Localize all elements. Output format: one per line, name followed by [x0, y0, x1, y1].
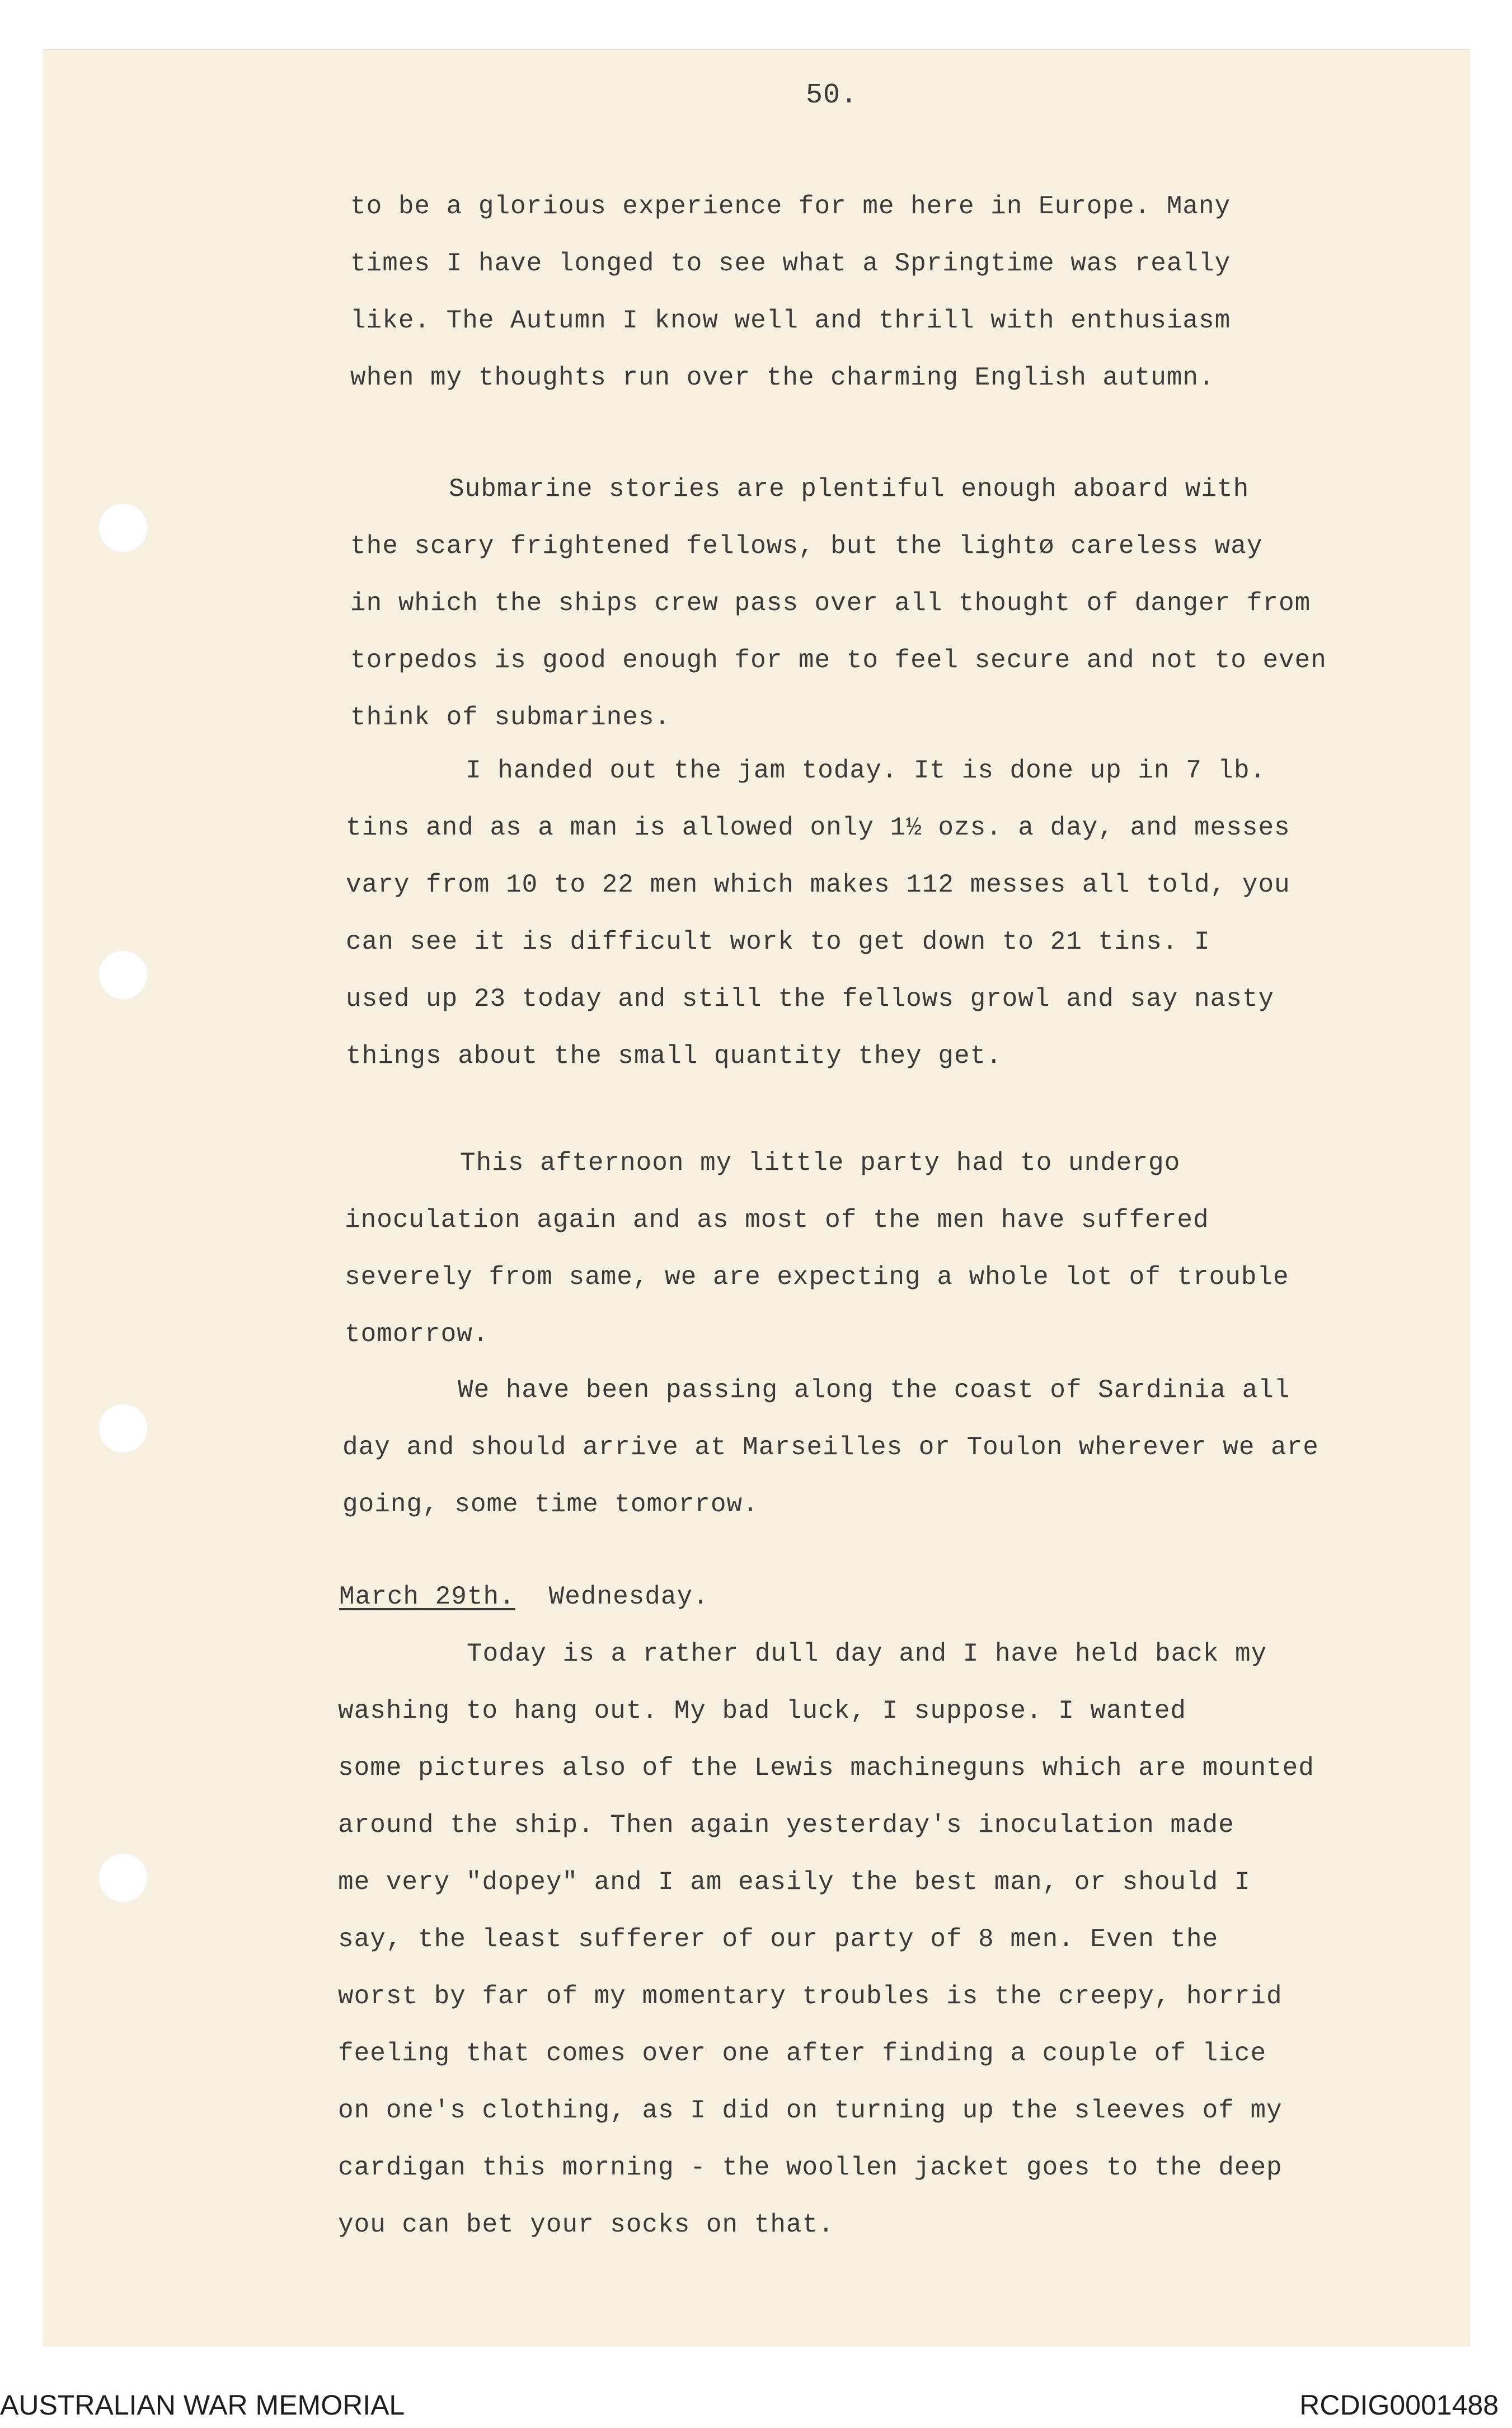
text-line: in which the ships crew pass over all thought of danger from [350, 589, 1311, 618]
text-line: think of submarines. [350, 703, 671, 732]
text-line: on one's clothing, as I did on turning up the sleeves of my [338, 2096, 1283, 2125]
diary-date-heading [339, 1568, 709, 1625]
paragraph-sardinia [342, 1362, 1319, 1533]
text-line: vary from 10 to 22 men which makes 112 messes all told, you [346, 870, 1290, 899]
text-line: washing to hang out. My bad luck, I suppose. I wanted [338, 1696, 1187, 1726]
text-line: you can bet your socks on that. [338, 2210, 834, 2239]
punch-hole [98, 503, 148, 552]
footer-record-id: RCDIG0001488 [1299, 2389, 1499, 2421]
text-line: me very "dopey" and I am easily the best man, or should I [338, 1868, 1251, 1897]
text-line: severely from same, we are expecting a whole lot of trouble [345, 1263, 1289, 1292]
text-line: say, the least sufferer of our party of 8 men. Even the [338, 1925, 1219, 1954]
text-line: times I have longed to see what a Springtime was really [350, 249, 1231, 278]
punch-hole [98, 1853, 148, 1902]
paragraph-inoculation [345, 1135, 1289, 1363]
text-line: when my thoughts run over the charming English autumn. [350, 363, 1215, 392]
text-line: around the ship. Then again yesterday's inoculation made [338, 1811, 1234, 1840]
footer-institution: AUSTRALIAN WAR MEMORIAL [0, 2389, 405, 2421]
text-line: Submarine stories are plentiful enough aboard with [449, 475, 1250, 504]
text-line: going, some time tomorrow. [342, 1490, 759, 1519]
paragraph-europe-spring [350, 178, 1231, 406]
text-line: I handed out the jam today. It is done up in 7 lb. [466, 756, 1266, 785]
paragraph-jam [346, 742, 1290, 1085]
paragraph-submarines [350, 461, 1327, 746]
text-line: things about the small quantity they get. [346, 1042, 1002, 1071]
page-number: 50. [806, 79, 858, 111]
text-line: torpedos is good enough for me to feel secure and not to even [350, 646, 1327, 675]
text-line: tins and as a man is allowed only 1½ ozs. a day, and messes [346, 813, 1290, 842]
text-line: used up 23 today and still the fellows growl and say nasty [346, 985, 1275, 1014]
entry-weekday: Wednesday. [548, 1582, 709, 1611]
text-line: inoculation again and as most of the men have suffered [345, 1206, 1209, 1235]
text-line: can see it is difficult work to get down to 21 tins. I [346, 927, 1210, 957]
punch-hole [98, 1404, 148, 1453]
diary-entry-march-29 [338, 1625, 1314, 2253]
text-line: We have been passing along the coast of Sardinia all [458, 1376, 1290, 1405]
text-line: like. The Autumn I know well and thrill with enthusiasm [350, 306, 1231, 335]
punch-hole [98, 950, 148, 1000]
text-line: to be a glorious experience for me here in Europe. Many [350, 192, 1231, 221]
text-line: cardigan this morning - the woollen jacket goes to the deep [338, 2153, 1283, 2182]
text-line: tomorrow. [345, 1320, 489, 1349]
text-line: This afternoon my little party had to undergo [460, 1149, 1181, 1178]
text-line: the scary frightened fellows, but the lightø careless way [350, 532, 1263, 561]
text-line: some pictures also of the Lewis machineguns which are mounted [338, 1754, 1314, 1783]
text-line: worst by far of my momentary troubles is the creepy, horrid [338, 1982, 1283, 2011]
text-line: Today is a rather dull day and I have held back my [467, 1639, 1267, 1668]
entry-date: March 29th. [339, 1582, 515, 1611]
text-line: day and should arrive at Marseilles or Toulon wherever we are [342, 1433, 1319, 1462]
text-line: feeling that comes over one after finding a couple of lice [338, 2039, 1267, 2068]
